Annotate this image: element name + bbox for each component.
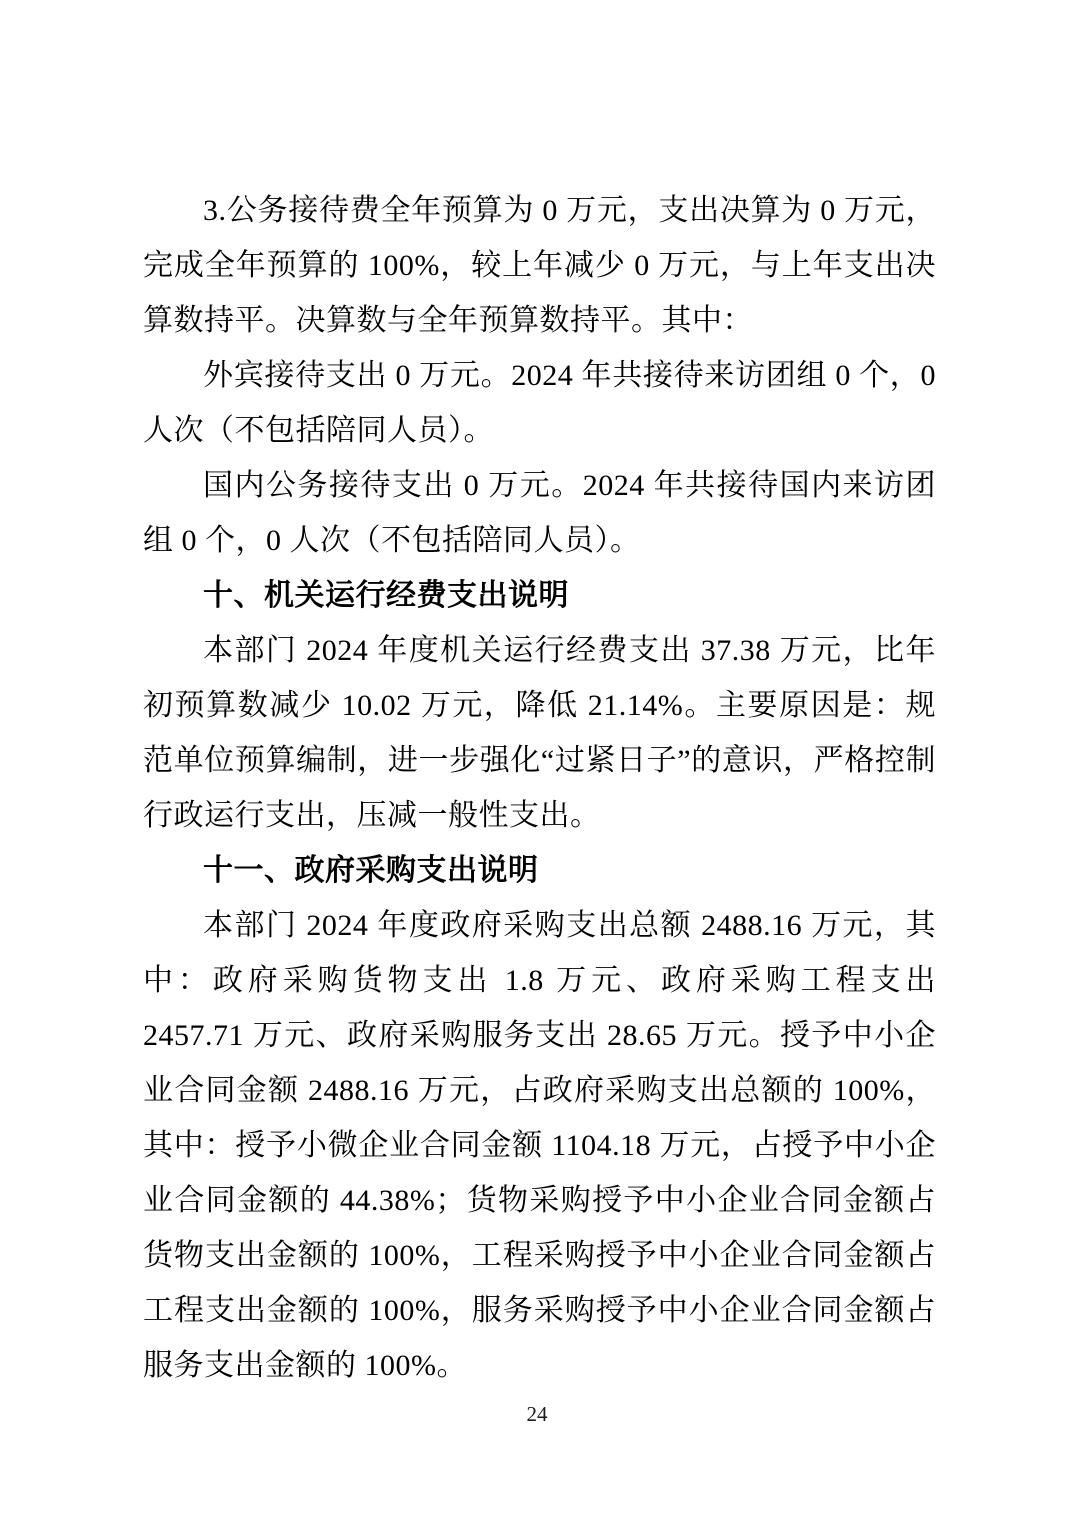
section-heading-agency-operating-expenses: 十、机关运行经费支出说明 xyxy=(203,579,569,612)
paragraph-agency-operating-expenses: 本部门 2024 年度机关运行经费支出 37.38 万元，比年初预算数减少 10.02 万元，降低 21.14%。主要原因是：规范单位预算编制，进一步强化“过紧日子”的意识，严格控制行政运行支出，压减一般性支出。 xyxy=(143,634,936,832)
section-heading-government-procurement: 十一、政府采购支出说明 xyxy=(203,854,539,887)
paragraph-foreign-guest-reception: 外宾接待支出 0 万元。2024 年共接待来访团组 0 个，0 人次（不包括陪同人员）。 xyxy=(143,359,936,447)
paragraph-official-reception-summary: 3.公务接待费全年预算为 0 万元，支出决算为 0 万元，完成全年预算的 100%，较上年减少 0 万元，与上年支出决算数持平。决算数与全年预算数持平。其中： xyxy=(143,194,936,337)
footer-page-number: 24 xyxy=(526,1402,548,1426)
document-body xyxy=(143,183,936,1393)
paragraph-domestic-reception: 国内公务接待支出 0 万元。2024 年共接待国内来访团组 0 个，0 人次（不包括陪同人员）。 xyxy=(143,469,936,557)
paragraph-government-procurement: 本部门 2024 年度政府采购支出总额 2488.16 万元，其中：政府采购货物支出 1.8 万元、政府采购工程支出 2457.71 万元、政府采购服务支出 28.65 万元。授予中小企业合同金额 2488.16 万元，占政府采购支出总额的 100%，其中：授予小微企业合同金额 1104.18 万元，占授予中小企业合同金额的 44.38%；货物采购授予中小企业合同金额占货物支出金额的 100%，工程采购授予中小企业合同金额占工程支出金额的 100%，服务采购授予中小企业合同金额占服务支出金额的 100%。 xyxy=(143,909,936,1382)
